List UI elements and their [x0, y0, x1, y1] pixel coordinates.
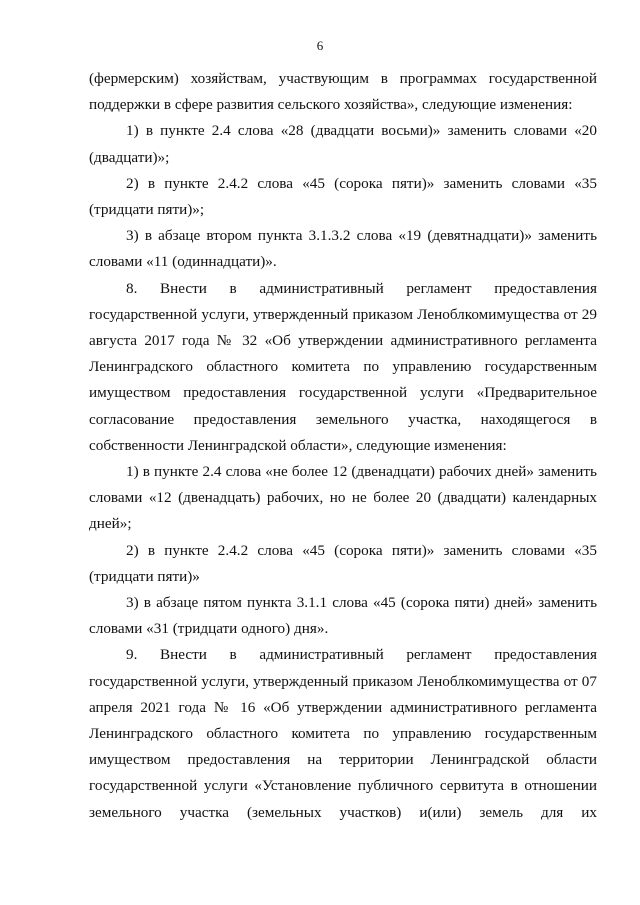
paragraph-section-9: 9. Внести в административный регламент предоставления государственной услуги, утвержденный приказом Леноблкомимущества от 07 апреля 2021 года № 16 «Об утверждении административного регламента Ленинградского областного комитета по управлению государственным имуществом предоставления на территории Ленинградской области государственной услуги «Установление публичного сервитута в отношении земельного участка (земельных участков) и(или) земель для их — [89, 646, 597, 821]
paragraph-item-1: 1) в пункте 2.4 слова «28 (двадцати восьми)» заменить словами «20 (двадцати)»; — [89, 122, 597, 166]
paragraph-section-8-item-3: 3) в абзаце пятом пункта 3.1.1 слова «45 (сорока пяти) дней» заменить словами «31 (тридцати одного) дня». — [89, 594, 597, 638]
paragraph-item-3: 3) в абзаце втором пункта 3.1.3.2 слова «19 (девятнадцати)» заменить словами «11 (одиннадцати)». — [89, 227, 597, 271]
paragraph-section-8-item-2: 2) в пункте 2.4.2 слова «45 (сорока пяти)» заменить словами «35 (тридцати пяти)» — [89, 541, 597, 585]
paragraph-section-8: 8. Внести в административный регламент предоставления государственной услуги, утвержденный приказом Леноблкомимущества от 29 августа 2017 года № 32 «Об утверждении административного регламента Ленинградского областного комитета по управлению государственным имуществом предоставления государственной услуги «Предварительное согласование предоставления земельного участка, находящегося в собственности Ленинградской области», следующие изменения: — [89, 279, 597, 454]
paragraph-item-2: 2) в пункте 2.4.2 слова «45 (сорока пяти)» заменить словами «35 (тридцати пяти)»; — [89, 174, 597, 219]
page-number: 6 — [316, 38, 324, 53]
paragraph-intro: (фермерским) хозяйствам, участвующим в программах государственной поддержки в сфере развития сельского хозяйства», следующие изменения: — [89, 70, 597, 114]
document-body — [89, 66, 597, 826]
paragraph-section-8-item-1: 1) в пункте 2.4 слова «не более 12 (двенадцати) рабочих дней» заменить словами «12 (двенадцать) рабочих, но не более 20 (двадцати) календарных дней»; — [89, 463, 597, 533]
